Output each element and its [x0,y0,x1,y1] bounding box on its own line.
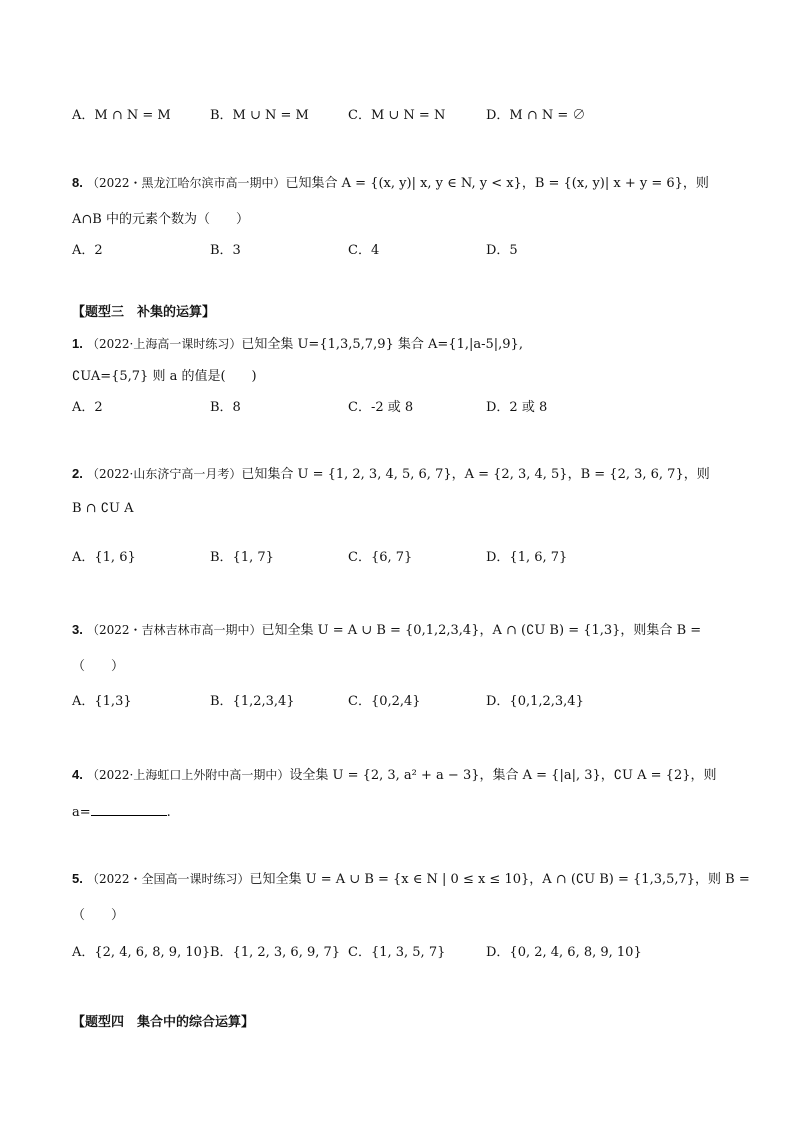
s3q3-stem-line2 [72,655,124,674]
answer-blank[interactable] [91,803,167,816]
choice-d: D．5 [486,243,518,258]
choice-d: D．{0,1,2,3,4} [486,694,584,709]
choice-a: A．{2, 4, 6, 8, 9, 10} [72,945,211,960]
s3q4-stem-line2 [72,803,171,820]
question-number: 2. [72,466,83,481]
question-text: 设全集 U = {2, 3, a² + a − 3}，集合 A = {|a|, 3}，∁U A = {2}，则 [289,768,717,783]
choice-d: D．{1, 6, 7} [486,550,568,565]
question-number: 4. [72,767,83,782]
question-source: （2022·上海虹口上外附中高一期中） [86,768,290,782]
s3q4-stem-line1 [72,764,716,783]
question-number: 1. [72,336,83,351]
choice-d: D．2 或 8 [486,400,548,415]
question-text: （ ） [72,908,125,923]
question-source: （2022·山东济宁高一月考） [86,467,242,481]
choice-d: D．{0, 2, 4, 6, 8, 9, 10} [486,945,642,960]
question-text: 已知全集 U={1,3,5,7,9} 集合 A={1,|a-5|,9}, [241,337,523,352]
choice-c: C．M ∪ N = N [348,108,446,123]
s3q1-stem-line2 [72,365,257,384]
section-heading-4: 【题型四 集合中的综合运算】 [72,1015,255,1030]
question-text: 已知全集 U = A ∪ B = {x ∈ N | 0 ≤ x ≤ 10}，A ∩ (∁U B) = {1,3,5,7}，则 B = [249,872,750,887]
choice-b: B．{1, 2, 3, 6, 9, 7} [210,945,341,960]
answer-suffix: . [166,805,171,820]
section-heading-3: 【题型三 补集的运算】 [72,305,216,320]
choice-d: D．M ∩ N = ∅ [486,108,586,123]
choice-a: A．2 [72,400,103,415]
choice-b: B．3 [210,243,241,258]
choice-b: B．{1,2,3,4} [210,694,295,709]
question-text: ∁UA={5,7} 则 a 的值是( ) [72,369,257,384]
choice-a: A．2 [72,243,103,258]
question-number: 8. [72,175,83,190]
choice-a: A．{1,3} [72,694,132,709]
question-text: （ ） [72,659,125,674]
choice-c: C．-2 或 8 [348,400,414,415]
choice-c: C．{6, 7} [348,550,413,565]
s3q3-stem-line1 [72,619,701,638]
choice-b: B．M ∪ N = M [210,108,309,123]
choice-c: C．{0,2,4} [348,694,421,709]
choice-a: A．{1, 6} [72,550,136,565]
choice-b: B．8 [210,400,241,415]
question-source: （2022・黑龙江哈尔滨市高一期中） [86,176,286,190]
question-source: （2022·上海高一课时练习） [86,337,242,351]
answer-prefix: a= [72,805,91,820]
q8-stem-line2 [72,208,249,227]
question-text: 已知全集 U = A ∪ B = {0,1,2,3,4}，A ∩ (∁U B) = {1,3}，则集合 B = [261,623,702,638]
choice-c: C．4 [348,243,380,258]
s3q5-stem-line2 [72,904,124,923]
question-source: （2022・全国高一课时练习） [86,872,250,886]
question-number: 5. [72,871,83,886]
choice-a: A．M ∩ N = M [72,108,171,123]
s3q1-stem-line1 [72,333,523,352]
question-text: 已知集合 U = {1, 2, 3, 4, 5, 6, 7}，A = {2, 3, 4, 5}，B = {2, 3, 6, 7}，则 [241,467,710,482]
question-text: 已知集合 A = {(x, y)| x, y ∈ N, y < x}，B = {(x, y)| x + y = 6}，则 [285,176,709,191]
choice-c: C．{1, 3, 5, 7} [348,945,446,960]
question-text: A∩B 中的元素个数为（ ） [72,212,249,227]
s3q2-stem-line2 [72,501,133,516]
question-number: 3. [72,622,83,637]
q8-stem-line1 [72,172,709,191]
s3q5-stem-line1 [72,868,750,887]
question-text: B ∩ ∁U A [72,501,134,516]
s3q2-stem-line1 [72,463,710,482]
choice-b: B．{1, 7} [210,550,274,565]
question-source: （2022・吉林吉林市高一期中） [86,623,262,637]
